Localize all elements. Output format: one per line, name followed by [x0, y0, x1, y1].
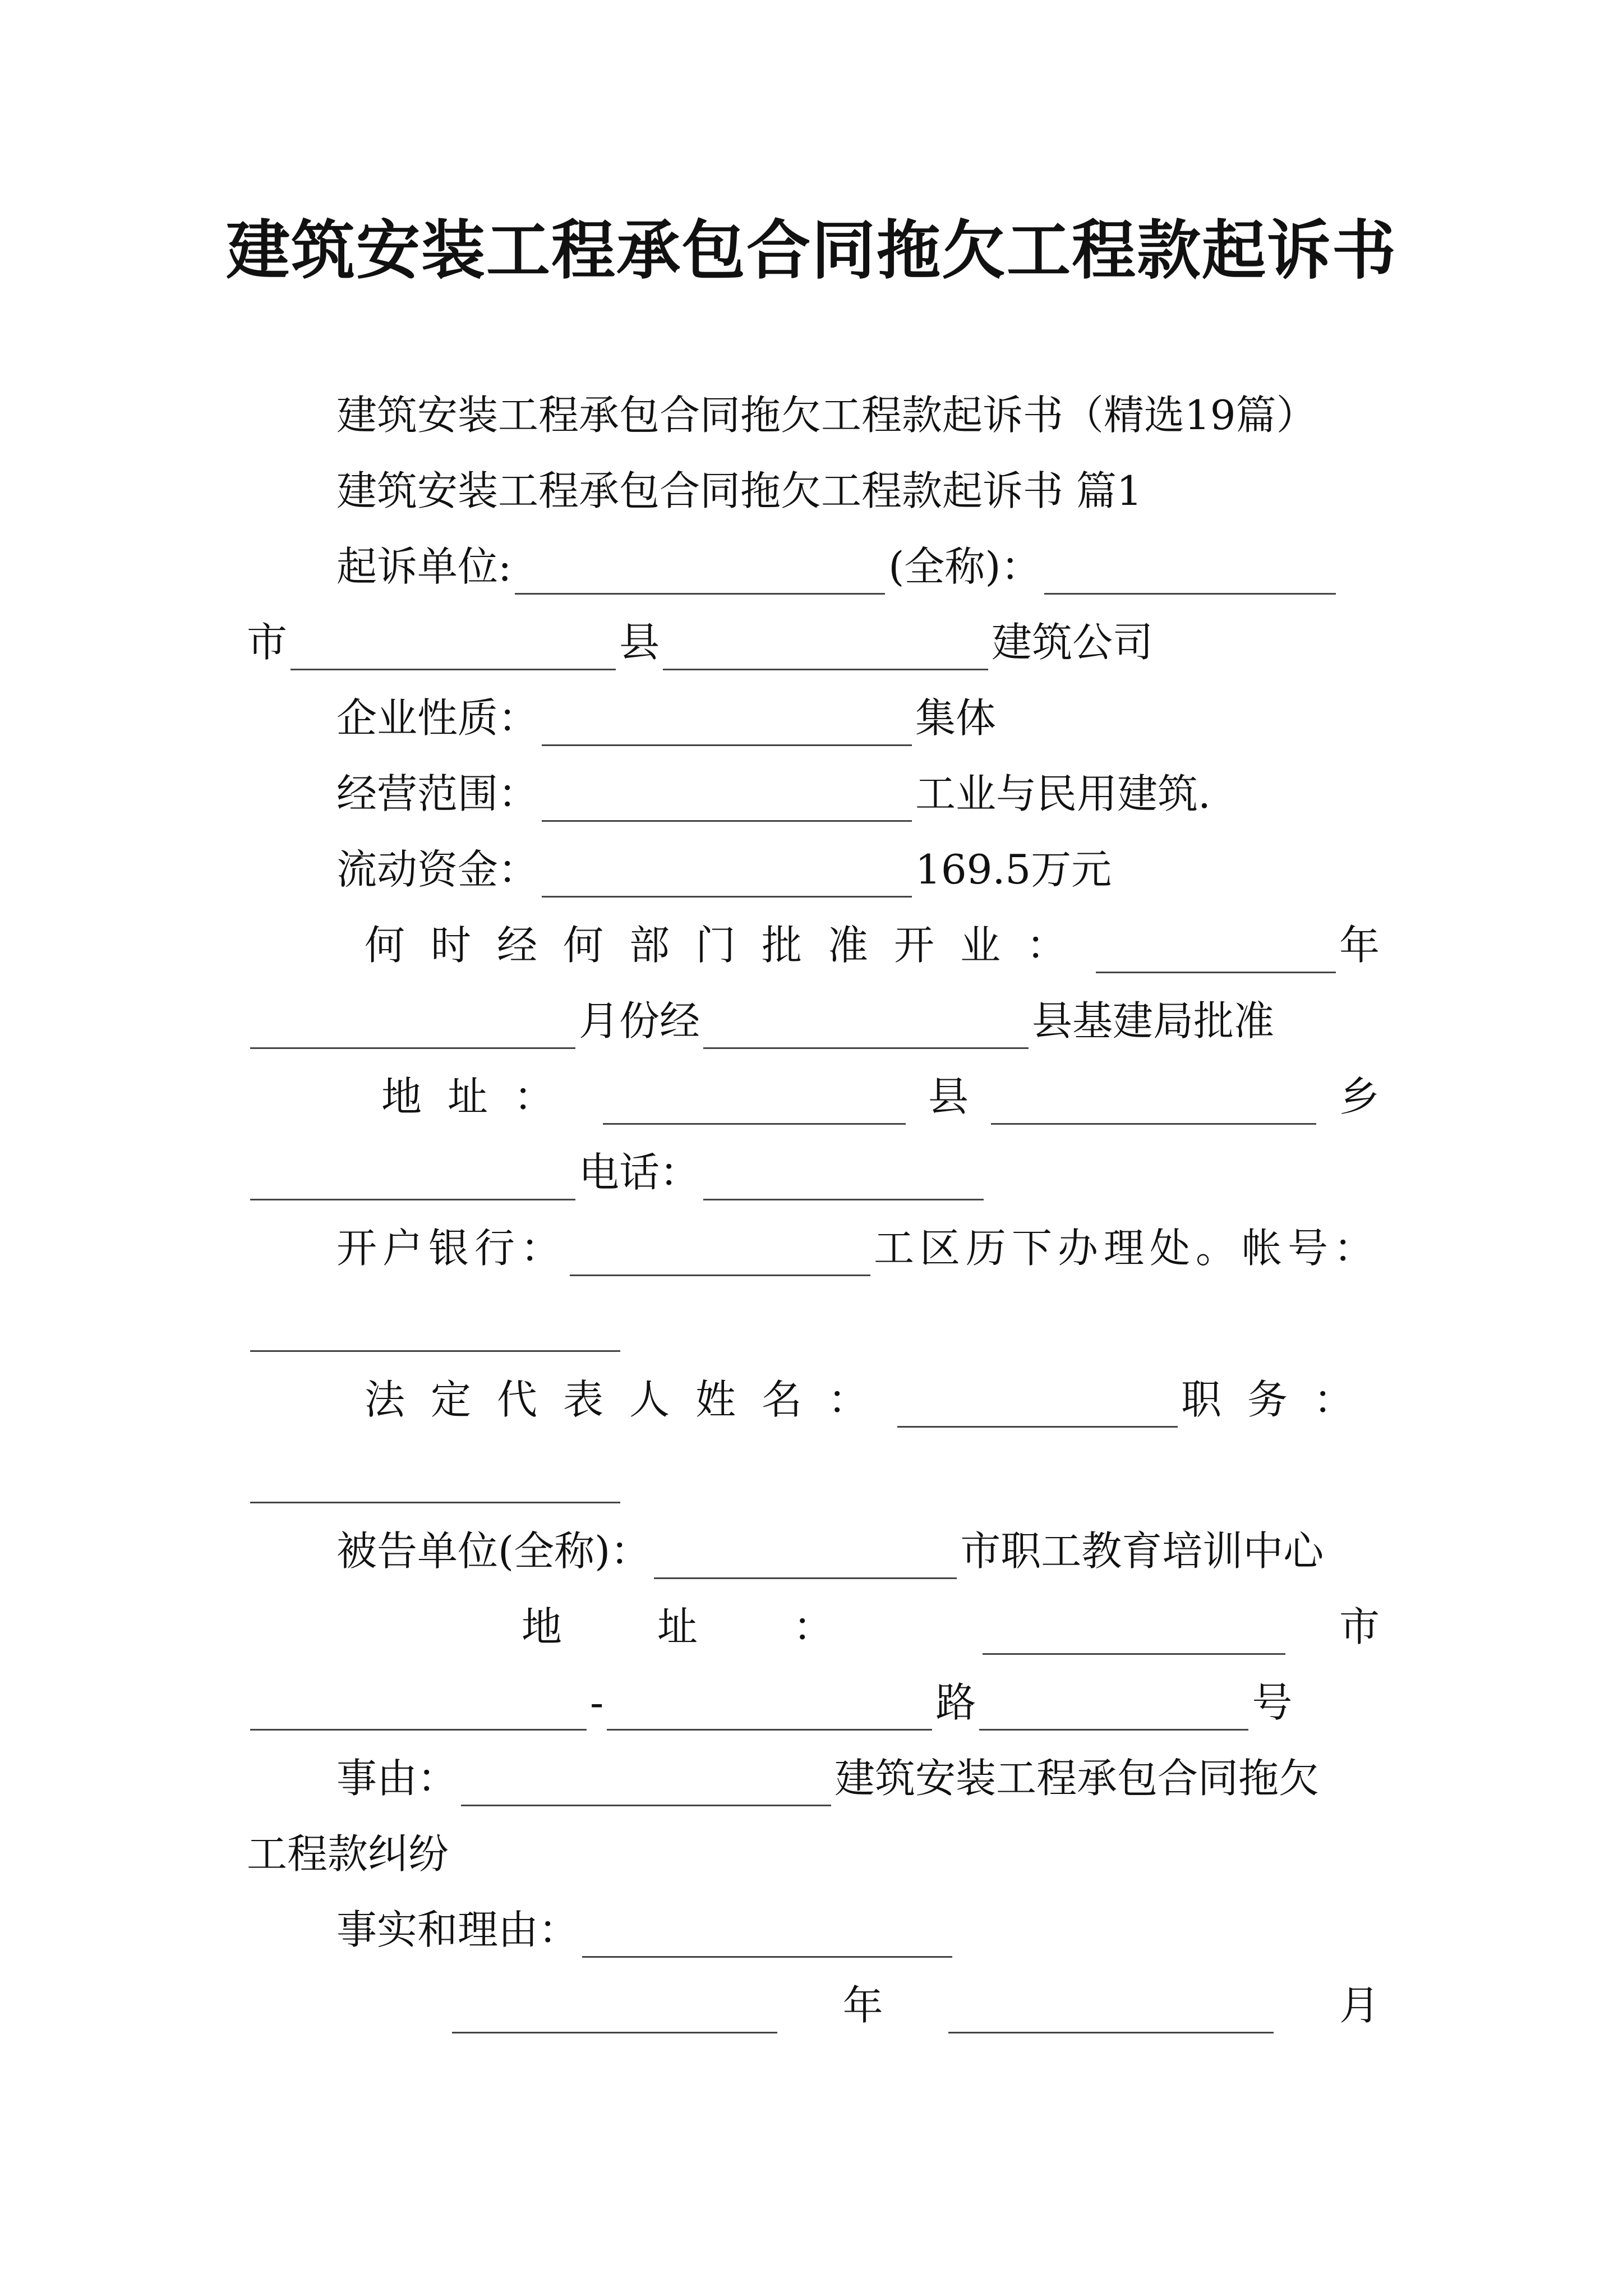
defendant-value: 市职工教育培训中心 [960, 1527, 1324, 1575]
address-blank[interactable] [603, 1078, 906, 1125]
company-label: 建筑公司 [992, 619, 1154, 666]
approval-label: 何时经何部门批准开业： [365, 922, 1093, 969]
nature-blank[interactable] [542, 700, 912, 746]
scope-value: 工业与民用建筑. [915, 770, 1211, 817]
date-year: 年 [842, 1982, 883, 2029]
post-label: 职务： [1181, 1376, 1380, 1423]
post-blank[interactable] [250, 1457, 620, 1503]
scope-blank[interactable] [542, 775, 912, 822]
rep-blank[interactable] [897, 1381, 1178, 1428]
intro-text: 建筑安装工程承包合同拖欠工程款起诉书（精选19篇） [336, 392, 1317, 439]
cause-label: 事由： [336, 1755, 458, 1802]
fullname-label: (全称)： [888, 543, 1041, 590]
scope-label: 经营范围： [336, 770, 539, 817]
county-label: 县 [619, 619, 660, 666]
nature-label: 企业性质： [336, 694, 539, 742]
approval-year: 年 [1339, 922, 1380, 969]
number-blank[interactable] [979, 1684, 1248, 1731]
capital-value: 169.5万元 [915, 846, 1112, 893]
approval-dept-blank[interactable] [703, 1002, 1029, 1049]
cause-line-2 [247, 1826, 1380, 1882]
road-label: 路 [935, 1679, 976, 1726]
rep-line [365, 1372, 1380, 1428]
address2-label: 地址： [522, 1603, 929, 1650]
road-line [247, 1674, 1380, 1731]
address2-city: 市 [1339, 1603, 1380, 1650]
address-county: 县 [928, 1073, 969, 1120]
phone-blank[interactable] [703, 1154, 984, 1200]
plaintiff-label: 起诉单位: [336, 543, 512, 590]
approval-line [365, 917, 1380, 973]
defendant-line [336, 1523, 1469, 1579]
defendant-label: 被告单位(全称)： [336, 1527, 651, 1575]
nature-line [336, 690, 1469, 746]
township-blank[interactable] [250, 1154, 575, 1200]
account-blank[interactable] [250, 1305, 620, 1352]
phone-label: 电话： [579, 1149, 700, 1196]
capital-blank[interactable] [542, 851, 912, 898]
city-blank[interactable] [291, 624, 616, 670]
date-year-blank[interactable] [452, 1987, 777, 2033]
bank-value: 工区历下办理处。帐号： [873, 1225, 1380, 1272]
address2-blank[interactable] [983, 1608, 1285, 1655]
date-month-blank[interactable] [948, 1987, 1274, 2033]
city-label: 市 [247, 619, 288, 666]
rep-label: 法定代表人姓名： [365, 1376, 895, 1423]
address2-line [522, 1599, 1380, 1655]
county-blank[interactable] [663, 624, 988, 670]
district-blank[interactable] [250, 1684, 587, 1731]
post-line [247, 1447, 1380, 1503]
account-line [247, 1296, 1380, 1352]
cause-blank[interactable] [461, 1760, 831, 1806]
approval-month: 月份经 [579, 997, 700, 1045]
dash: - [590, 1679, 604, 1726]
address-line [381, 1069, 1380, 1125]
document-title: 建筑安装工程承包合同拖欠工程款起诉书 [225, 213, 1397, 288]
facts-label: 事实和理由： [336, 1906, 579, 1953]
facts-blank[interactable] [582, 1911, 952, 1958]
city-county-line [247, 614, 1380, 670]
section-text: 建筑安装工程承包合同拖欠工程款起诉书 篇1 [336, 467, 1142, 514]
approval-line-2 [247, 993, 1380, 1049]
plaintiff-blank[interactable] [515, 548, 885, 595]
approval-date-blank[interactable] [1096, 927, 1336, 973]
capital-line [336, 841, 1469, 898]
section-heading [336, 463, 1469, 519]
nature-value: 集体 [915, 694, 997, 742]
capital-label: 流动资金： [336, 846, 539, 893]
date-line [449, 1977, 1380, 2033]
address-label: 地址： [381, 1073, 580, 1120]
facts-line [336, 1902, 1469, 1958]
number-label: 号 [1252, 1679, 1293, 1726]
defendant-blank[interactable] [654, 1533, 957, 1579]
cause-line [336, 1750, 1469, 1806]
date-month: 月 [1339, 1982, 1380, 2029]
bank-line [336, 1220, 1380, 1276]
approval-bureau: 县基建局批准 [1032, 997, 1275, 1045]
scope-line [336, 766, 1469, 822]
plaintiff-line [336, 539, 1380, 595]
bank-label: 开户银行： [336, 1225, 567, 1272]
cause-value-1: 建筑安装工程承包合同拖欠 [834, 1755, 1320, 1802]
address-township: 乡 [1339, 1073, 1380, 1120]
road-blank[interactable] [607, 1684, 932, 1731]
approval-month-blank[interactable] [250, 1002, 575, 1049]
cause-value-2: 工程款纠纷 [247, 1830, 449, 1878]
fullname-blank[interactable] [1044, 548, 1336, 595]
address-county-blank[interactable] [991, 1078, 1316, 1125]
phone-line [247, 1144, 1380, 1200]
intro-line [336, 387, 1469, 443]
bank-blank[interactable] [570, 1230, 870, 1276]
